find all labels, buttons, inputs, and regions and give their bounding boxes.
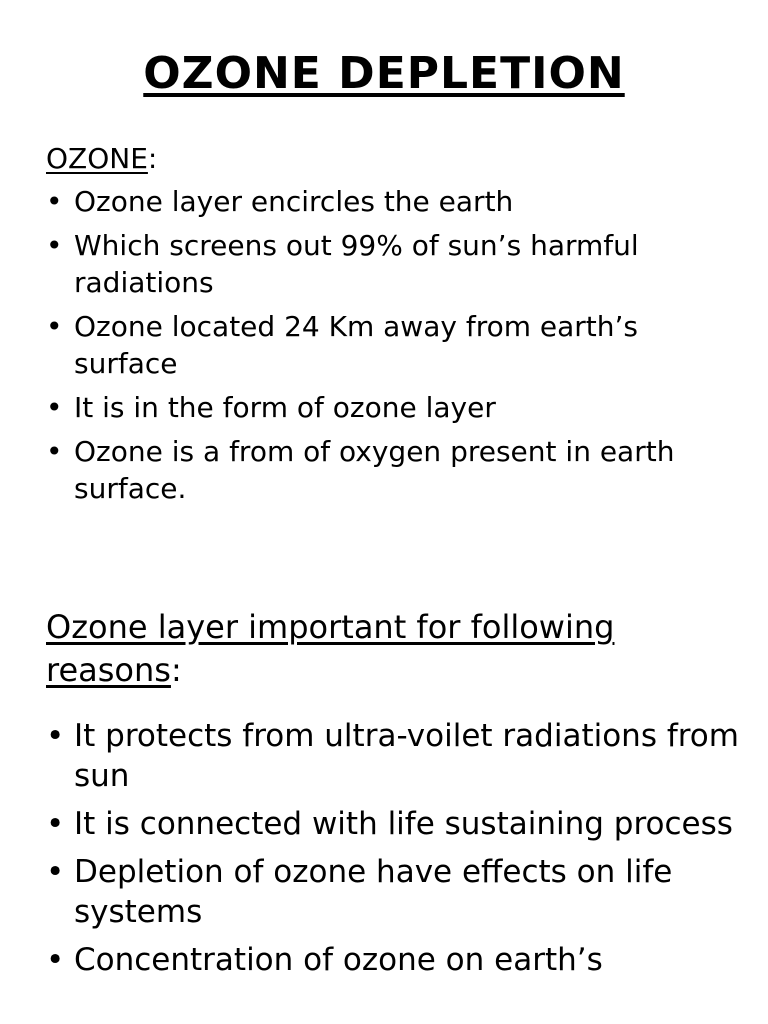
bullet-icon: •	[46, 806, 65, 842]
list-item-text: It protects from ultra-voilet radiations from sun	[74, 718, 739, 794]
bullet-icon: •	[46, 718, 65, 754]
list-item	[46, 716, 746, 796]
list-item	[46, 433, 726, 507]
list-item-text: Concentration of ozone on earth’s	[74, 942, 603, 978]
ozone-facts-list	[46, 183, 726, 514]
section-importance-heading-text: Ozone layer important for following reasons	[46, 608, 615, 689]
bullet-icon: •	[46, 229, 63, 262]
bullet-icon: •	[46, 854, 65, 890]
list-item-text: Depletion of ozone have effects on life systems	[74, 854, 673, 930]
section-ozone-heading-colon: :	[147, 142, 158, 175]
list-item	[46, 804, 746, 844]
list-item	[46, 227, 726, 301]
bullet-icon: •	[46, 310, 63, 343]
section-importance-heading	[46, 606, 746, 692]
list-item	[46, 389, 726, 426]
bullet-icon: •	[46, 391, 63, 424]
section-ozone-heading-text: OZONE	[46, 142, 148, 175]
list-item-text: Ozone is a from of oxygen present in earth surface.	[74, 435, 675, 505]
bullet-icon: •	[46, 185, 63, 218]
ozone-importance-list	[46, 716, 746, 988]
list-item-text: Ozone located 24 Km away from earth’s surface	[74, 310, 639, 380]
list-item-text: It is in the form of ozone layer	[74, 391, 496, 424]
section-importance-heading-colon: :	[170, 651, 182, 689]
list-item-text: Which screens out 99% of sun’s harmful radiations	[74, 229, 639, 299]
list-item-text: Ozone layer encircles the earth	[74, 185, 514, 218]
list-item-text: It is connected with life sustaining process	[74, 806, 733, 842]
list-item	[46, 308, 726, 382]
list-item	[46, 183, 726, 220]
list-item	[46, 940, 746, 980]
bullet-icon: •	[46, 435, 63, 468]
list-item	[46, 852, 746, 932]
bullet-icon: •	[46, 942, 65, 978]
section-ozone-heading	[46, 140, 157, 178]
page-title: OZONE DEPLETION	[143, 48, 625, 99]
